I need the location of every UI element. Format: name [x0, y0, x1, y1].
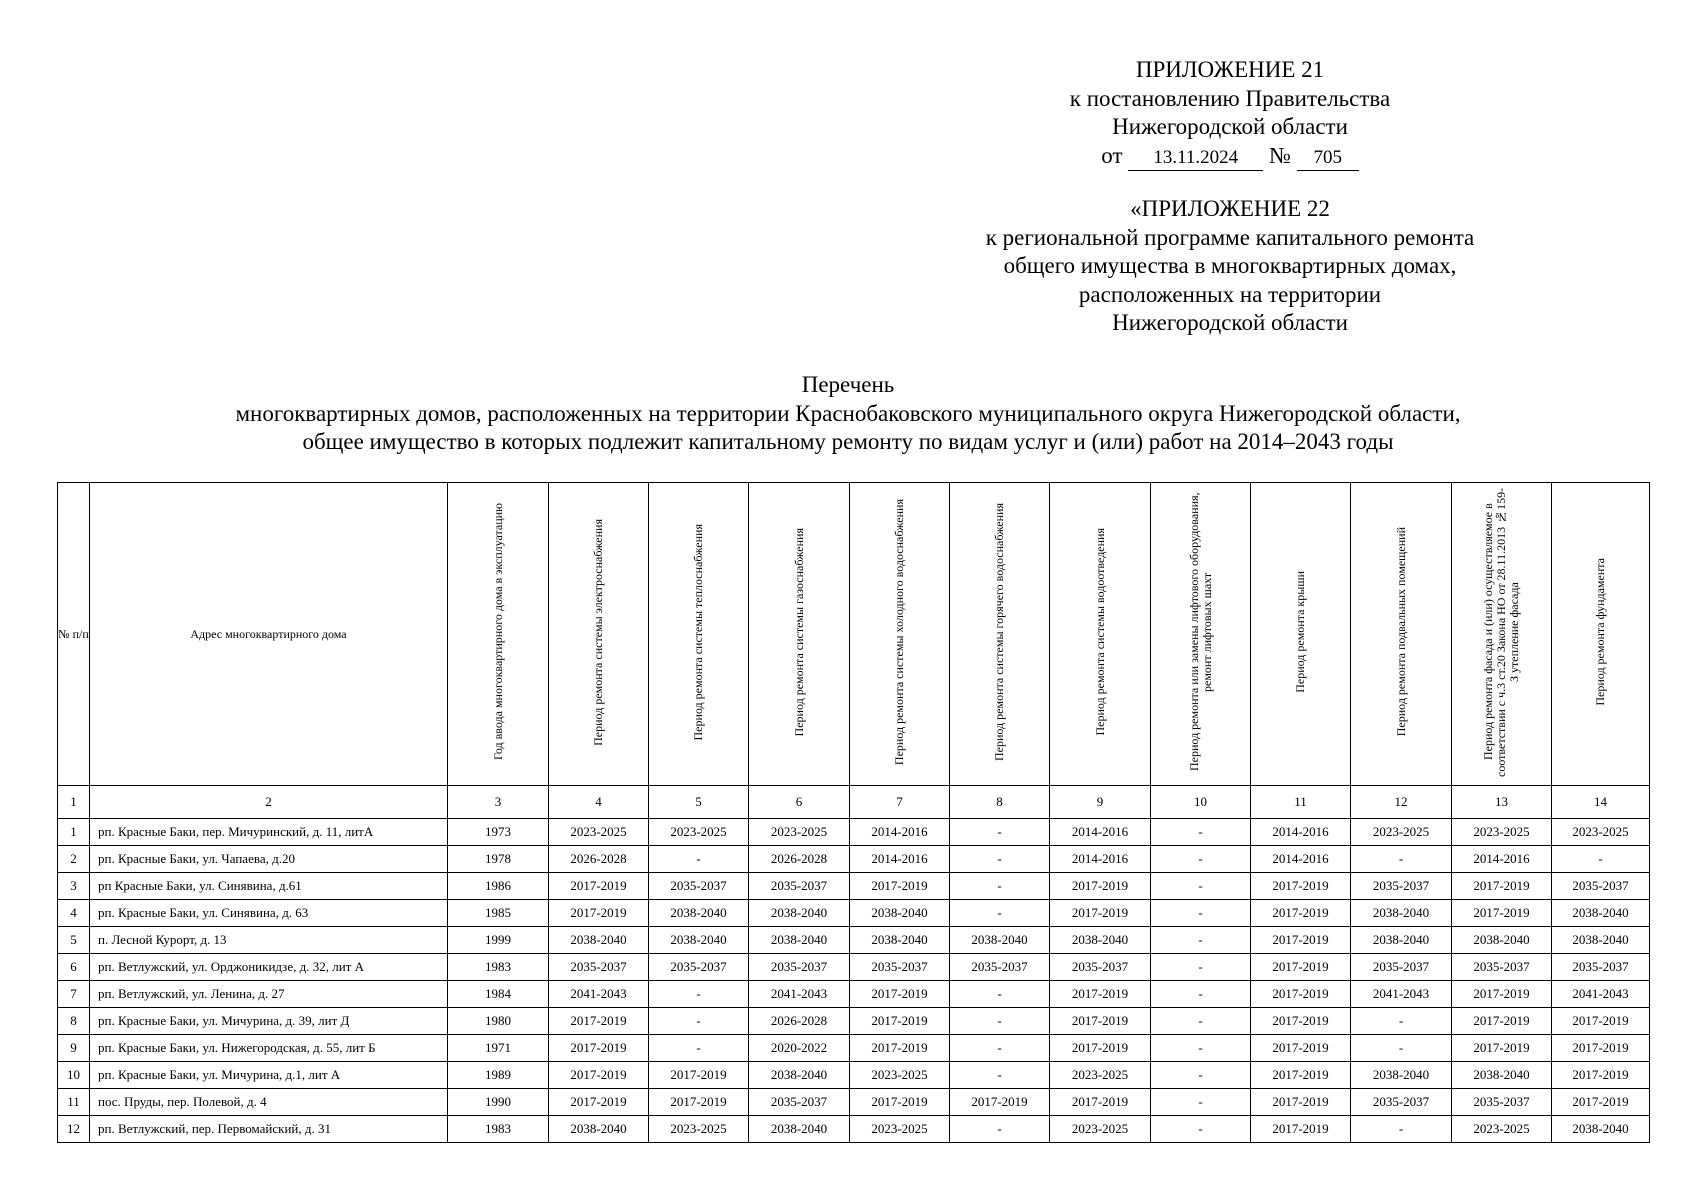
- table-row: [58, 1116, 1650, 1143]
- table-cell: 2017-2019: [1050, 1089, 1151, 1116]
- table-cell: -: [649, 981, 749, 1008]
- address-cell: рп. Ветлужский, ул. Орджоникидзе, д. 32, лит А: [90, 954, 448, 981]
- table-cell: 2017-2019: [549, 1035, 649, 1062]
- table-cell: 2041-2043: [549, 981, 649, 1008]
- table-cell: 2017-2019: [1452, 1008, 1552, 1035]
- table-cell: 2038-2040: [749, 1116, 850, 1143]
- table-cell: 2017-2019: [850, 1089, 950, 1116]
- column-number: 13: [1452, 786, 1552, 819]
- column-header: [58, 483, 90, 786]
- column-header: [1351, 483, 1452, 786]
- table-cell: 2017-2019: [549, 873, 649, 900]
- table-cell: -: [1151, 873, 1251, 900]
- table-cell: 2017-2019: [1452, 873, 1552, 900]
- table-cell: 2023-2025: [1452, 1116, 1552, 1143]
- table-cell: 2023-2025: [850, 1116, 950, 1143]
- column-number: 7: [850, 786, 950, 819]
- table-cell: 2026-2028: [549, 846, 649, 873]
- table-cell: 1986: [448, 873, 549, 900]
- table-cell: 2038-2040: [1351, 1062, 1452, 1089]
- table-cell: 1984: [448, 981, 549, 1008]
- appendix-22-line-1: к региональной программе капитального ремонта: [985, 224, 1475, 250]
- table-cell: 2017-2019: [850, 1035, 950, 1062]
- address-cell: рп. Красные Баки, ул. Синявина, д. 63: [90, 900, 448, 927]
- column-number: 4: [549, 786, 649, 819]
- table-cell: 2038-2040: [549, 927, 649, 954]
- table-cell: 2017-2019: [649, 1062, 749, 1089]
- table-cell: 2017-2019: [1552, 1035, 1650, 1062]
- table-cell: 2035-2037: [1351, 1089, 1452, 1116]
- table-cell: 2017-2019: [850, 1008, 950, 1035]
- table-cell: 2020-2022: [749, 1035, 850, 1062]
- table-cell: -: [1151, 846, 1251, 873]
- column-header: [749, 483, 850, 786]
- table-cell: 2035-2037: [1351, 873, 1452, 900]
- table-cell: 2038-2040: [850, 900, 950, 927]
- table-cell: 2035-2037: [749, 954, 850, 981]
- table-cell: 1989: [448, 1062, 549, 1089]
- table-row: [58, 1035, 1650, 1062]
- table-cell: -: [950, 1008, 1050, 1035]
- table-cell: 2038-2040: [749, 927, 850, 954]
- table-cell: -: [1351, 1116, 1452, 1143]
- column-number: 1: [58, 786, 90, 819]
- appendix-22-line-2: общего имущества в многоквартирных домах,: [1003, 253, 1457, 278]
- column-header: [1251, 483, 1351, 786]
- document-heading: [0, 371, 1696, 457]
- table-cell: 2038-2040: [850, 927, 950, 954]
- table-cell: 2017-2019: [1552, 1089, 1650, 1116]
- table-cell: 2038-2040: [749, 900, 850, 927]
- address-cell: рп. Ветлужский, ул. Ленина, д. 27: [90, 981, 448, 1008]
- column-header-label: Период ремонта системы газоснабжения: [791, 527, 806, 737]
- table-cell: -: [1151, 819, 1251, 846]
- column-header-label: Год ввода многоквартирного дома в эксплуатацию: [490, 503, 505, 761]
- table-cell: -: [1151, 900, 1251, 927]
- address-cell: рп. Красные Баки, ул. Мичурина, д.1, лит А: [90, 1062, 448, 1089]
- column-number: 8: [950, 786, 1050, 819]
- column-header-label: Период ремонта фасада и (или) осуществляемое в соответствии с ч.3 ст.20 Закона НО от 28.11.2013 №159-З утепление фасада: [1481, 487, 1521, 777]
- table-cell: 2017-2019: [1050, 981, 1151, 1008]
- table-cell: 2038-2040: [1351, 927, 1452, 954]
- table-cell: 2017-2019: [549, 900, 649, 927]
- table-cell: -: [1151, 1116, 1251, 1143]
- table-cell: 2017-2019: [549, 1062, 649, 1089]
- appendix-21-block: [1040, 56, 1420, 171]
- column-header: [90, 483, 448, 786]
- column-header-label: № п/п: [58, 627, 89, 641]
- table-cell: 2035-2037: [1050, 954, 1151, 981]
- table-cell: 2: [58, 846, 90, 873]
- table-cell: 2026-2028: [749, 846, 850, 873]
- table-cell: 2017-2019: [1251, 900, 1351, 927]
- table-cell: 2041-2043: [1351, 981, 1452, 1008]
- column-number-row: [58, 786, 1650, 819]
- heading-title: Перечень: [801, 372, 895, 397]
- table-cell: 2035-2037: [649, 954, 749, 981]
- column-header-label: Период ремонта крыши: [1293, 571, 1307, 693]
- table-cell: 1980: [448, 1008, 549, 1035]
- table-cell: 2026-2028: [749, 1008, 850, 1035]
- table-cell: -: [1552, 846, 1650, 873]
- table-cell: 2023-2025: [1050, 1116, 1151, 1143]
- table-cell: 2017-2019: [1452, 900, 1552, 927]
- table-cell: 2017-2019: [850, 873, 950, 900]
- table-cell: 9: [58, 1035, 90, 1062]
- from-label: от: [1101, 142, 1123, 168]
- table-cell: 2023-2025: [749, 819, 850, 846]
- table-cell: 2035-2037: [749, 873, 850, 900]
- table-cell: 1978: [448, 846, 549, 873]
- appendix-22-title: «ПРИЛОЖЕНИЕ 22: [1130, 196, 1330, 221]
- table-cell: -: [1351, 846, 1452, 873]
- buildings-table: [57, 482, 1650, 1143]
- column-number: 14: [1552, 786, 1650, 819]
- table-cell: 2017-2019: [1251, 927, 1351, 954]
- table-cell: 2023-2025: [1552, 819, 1650, 846]
- table-row: [58, 873, 1650, 900]
- table-cell: -: [1151, 954, 1251, 981]
- column-header: [1552, 483, 1650, 786]
- column-header-label: Адрес многоквартирного дома: [190, 627, 347, 641]
- column-header: [1452, 483, 1552, 786]
- table-cell: 2017-2019: [1452, 1035, 1552, 1062]
- table-cell: 2038-2040: [649, 900, 749, 927]
- table-cell: 7: [58, 981, 90, 1008]
- appendix-21-line-2: Нижегородской области: [1112, 114, 1348, 139]
- table-row: [58, 1008, 1650, 1035]
- table-cell: 2035-2037: [850, 954, 950, 981]
- table-cell: 2017-2019: [1251, 1116, 1351, 1143]
- table-cell: 2014-2016: [850, 846, 950, 873]
- address-cell: рп. Красные Баки, ул. Чапаева, д.20: [90, 846, 448, 873]
- table-cell: 2014-2016: [1050, 846, 1151, 873]
- resolution-number: 705: [1297, 146, 1359, 171]
- table-cell: -: [950, 1116, 1050, 1143]
- column-header-label: Период ремонта системы холодного водоснабжения: [892, 498, 906, 766]
- table-cell: 2038-2040: [1351, 900, 1452, 927]
- table-cell: 2017-2019: [549, 1089, 649, 1116]
- table-cell: 10: [58, 1062, 90, 1089]
- column-header: [950, 483, 1050, 786]
- table-cell: 12: [58, 1116, 90, 1143]
- column-number: 2: [90, 786, 448, 819]
- table-cell: 2023-2025: [649, 819, 749, 846]
- appendix-22-line-4: Нижегородской области: [1112, 310, 1348, 335]
- appendix-21-date-line: [1040, 142, 1420, 171]
- column-header-label: Период ремонта фундамента: [1593, 558, 1607, 706]
- table-cell: -: [649, 846, 749, 873]
- table-cell: 2014-2016: [1452, 846, 1552, 873]
- column-number: 9: [1050, 786, 1151, 819]
- table-cell: 8: [58, 1008, 90, 1035]
- resolution-date: 13.11.2024: [1128, 146, 1263, 171]
- table-cell: -: [950, 846, 1050, 873]
- table-cell: 2017-2019: [1552, 1008, 1650, 1035]
- table-cell: 2038-2040: [950, 927, 1050, 954]
- table-cell: 2017-2019: [1251, 873, 1351, 900]
- table-cell: -: [1351, 1035, 1452, 1062]
- column-header-label: Период ремонта подвальных помещений: [1393, 527, 1408, 737]
- table-cell: 2014-2016: [1251, 819, 1351, 846]
- table-cell: 2023-2025: [549, 819, 649, 846]
- appendix-21-title: ПРИЛОЖЕНИЕ 21: [1135, 57, 1325, 82]
- table-cell: 2017-2019: [950, 1089, 1050, 1116]
- address-cell: рп. Ветлужский, пер. Первомайский, д. 31: [90, 1116, 448, 1143]
- column-header: [850, 483, 950, 786]
- column-header: [649, 483, 749, 786]
- table-cell: 1971: [448, 1035, 549, 1062]
- table-cell: 1999: [448, 927, 549, 954]
- table-row: [58, 846, 1650, 873]
- table-cell: -: [1151, 1035, 1251, 1062]
- table-cell: 4: [58, 900, 90, 927]
- table-row: [58, 981, 1650, 1008]
- address-cell: рп Красные Баки, ул. Синявина, д.61: [90, 873, 448, 900]
- table-cell: 2035-2037: [1552, 954, 1650, 981]
- table-cell: 2017-2019: [1452, 981, 1552, 1008]
- table-row: [58, 819, 1650, 846]
- table-cell: 1990: [448, 1089, 549, 1116]
- table-cell: 2035-2037: [1452, 954, 1552, 981]
- column-header-label: Период ремонта системы теплоснабжения: [691, 523, 705, 741]
- appendix-22-block: [960, 195, 1500, 338]
- table-cell: 2017-2019: [850, 981, 950, 1008]
- table-cell: 1973: [448, 819, 549, 846]
- address-cell: рп. Красные Баки, ул. Нижегородская, д. 55, лит Б: [90, 1035, 448, 1062]
- table-row: [58, 927, 1650, 954]
- table-cell: 2041-2043: [1552, 981, 1650, 1008]
- table-cell: 1983: [448, 954, 549, 981]
- table-cell: -: [950, 1035, 1050, 1062]
- address-cell: рп. Красные Баки, пер. Мичуринский, д. 11, литА: [90, 819, 448, 846]
- table-cell: -: [1151, 927, 1251, 954]
- table-cell: -: [1351, 1008, 1452, 1035]
- table-cell: 2014-2016: [1050, 819, 1151, 846]
- appendix-21-line-1: к постановлению Правительства: [1069, 85, 1391, 111]
- table-row: [58, 1062, 1650, 1089]
- table-cell: -: [1151, 1089, 1251, 1116]
- table-cell: 2017-2019: [1251, 981, 1351, 1008]
- column-number: 11: [1251, 786, 1351, 819]
- column-header-label: Период ремонта системы электроснабжения: [591, 518, 605, 746]
- table-cell: -: [649, 1035, 749, 1062]
- table-cell: 2017-2019: [1251, 1035, 1351, 1062]
- table-cell: 5: [58, 927, 90, 954]
- table-cell: 2023-2025: [1351, 819, 1452, 846]
- table-cell: 2035-2037: [1351, 954, 1452, 981]
- table-cell: 2038-2040: [1552, 1116, 1650, 1143]
- table-cell: 2035-2037: [1452, 1089, 1552, 1116]
- heading-line-2: общее имущество в которых подлежит капитальному ремонту по видам услуг и (или) работ на 2014–2043 годы: [302, 429, 1394, 454]
- column-number: 3: [448, 786, 549, 819]
- table-cell: 2038-2040: [549, 1116, 649, 1143]
- table-cell: -: [950, 1062, 1050, 1089]
- column-header: [448, 483, 549, 786]
- table-cell: 2035-2037: [1552, 873, 1650, 900]
- table-cell: 2014-2016: [850, 819, 950, 846]
- table-cell: 2041-2043: [749, 981, 850, 1008]
- table-cell: 2035-2037: [749, 1089, 850, 1116]
- table-cell: 2017-2019: [1552, 1062, 1650, 1089]
- table-cell: -: [649, 1008, 749, 1035]
- column-number: 10: [1151, 786, 1251, 819]
- table-header-row: [58, 483, 1650, 786]
- address-cell: пос. Пруды, пер. Полевой, д. 4: [90, 1089, 448, 1116]
- table-cell: 2017-2019: [1050, 873, 1151, 900]
- number-label: №: [1269, 142, 1291, 168]
- column-number: 6: [749, 786, 850, 819]
- table-cell: 2017-2019: [1251, 1089, 1351, 1116]
- table-cell: 2017-2019: [1251, 1062, 1351, 1089]
- column-header: [549, 483, 649, 786]
- column-header: [1151, 483, 1251, 786]
- table-cell: 1985: [448, 900, 549, 927]
- table-row: [58, 900, 1650, 927]
- table-cell: 11: [58, 1089, 90, 1116]
- table-cell: 2017-2019: [1251, 954, 1351, 981]
- table-cell: 2023-2025: [850, 1062, 950, 1089]
- table-cell: 2017-2019: [549, 1008, 649, 1035]
- column-header-label: Период ремонта системы водоотведения: [1092, 528, 1107, 736]
- table-cell: 3: [58, 873, 90, 900]
- table-cell: 2017-2019: [1050, 1008, 1151, 1035]
- table-cell: 2023-2025: [1050, 1062, 1151, 1089]
- table-cell: 2038-2040: [649, 927, 749, 954]
- table-cell: -: [1151, 981, 1251, 1008]
- column-number: 12: [1351, 786, 1452, 819]
- table-row: [58, 1089, 1650, 1116]
- column-header-label: Период ремонта системы горячего водоснабжения: [992, 502, 1006, 761]
- table-cell: 1: [58, 819, 90, 846]
- table-cell: -: [950, 819, 1050, 846]
- address-cell: п. Лесной Курорт, д. 13: [90, 927, 448, 954]
- table-row: [58, 954, 1650, 981]
- table-cell: 1983: [448, 1116, 549, 1143]
- table-cell: 2017-2019: [1050, 900, 1151, 927]
- column-number: 5: [649, 786, 749, 819]
- table-cell: 2035-2037: [950, 954, 1050, 981]
- table-cell: 2017-2019: [649, 1089, 749, 1116]
- table-cell: 2038-2040: [1452, 927, 1552, 954]
- table-cell: 2038-2040: [749, 1062, 850, 1089]
- table-cell: -: [1151, 1062, 1251, 1089]
- table-cell: 2023-2025: [649, 1116, 749, 1143]
- column-header: [1050, 483, 1151, 786]
- appendix-22-line-3: расположенных на территории: [1078, 281, 1382, 307]
- table-cell: 2017-2019: [1050, 1035, 1151, 1062]
- heading-line-1: многоквартирных домов, расположенных на территории Краснобаковского муниципального округа Нижегородской области,: [235, 400, 1461, 426]
- table-cell: 2038-2040: [1452, 1062, 1552, 1089]
- table-cell: 6: [58, 954, 90, 981]
- table-cell: -: [950, 900, 1050, 927]
- table-cell: -: [950, 981, 1050, 1008]
- table-cell: 2035-2037: [649, 873, 749, 900]
- table-cell: 2038-2040: [1050, 927, 1151, 954]
- table-cell: 2035-2037: [549, 954, 649, 981]
- table-cell: 2014-2016: [1251, 846, 1351, 873]
- table-cell: 2038-2040: [1552, 927, 1650, 954]
- table-cell: -: [1151, 1008, 1251, 1035]
- table-cell: 2023-2025: [1452, 819, 1552, 846]
- address-cell: рп. Красные Баки, ул. Мичурина, д. 39, лит Д: [90, 1008, 448, 1035]
- table-cell: -: [950, 873, 1050, 900]
- column-header-label: Период ремонта или замены лифтового оборудования, ремонт лифтовых шахт: [1186, 492, 1214, 772]
- table-cell: 2017-2019: [1251, 1008, 1351, 1035]
- table-cell: 2038-2040: [1552, 900, 1650, 927]
